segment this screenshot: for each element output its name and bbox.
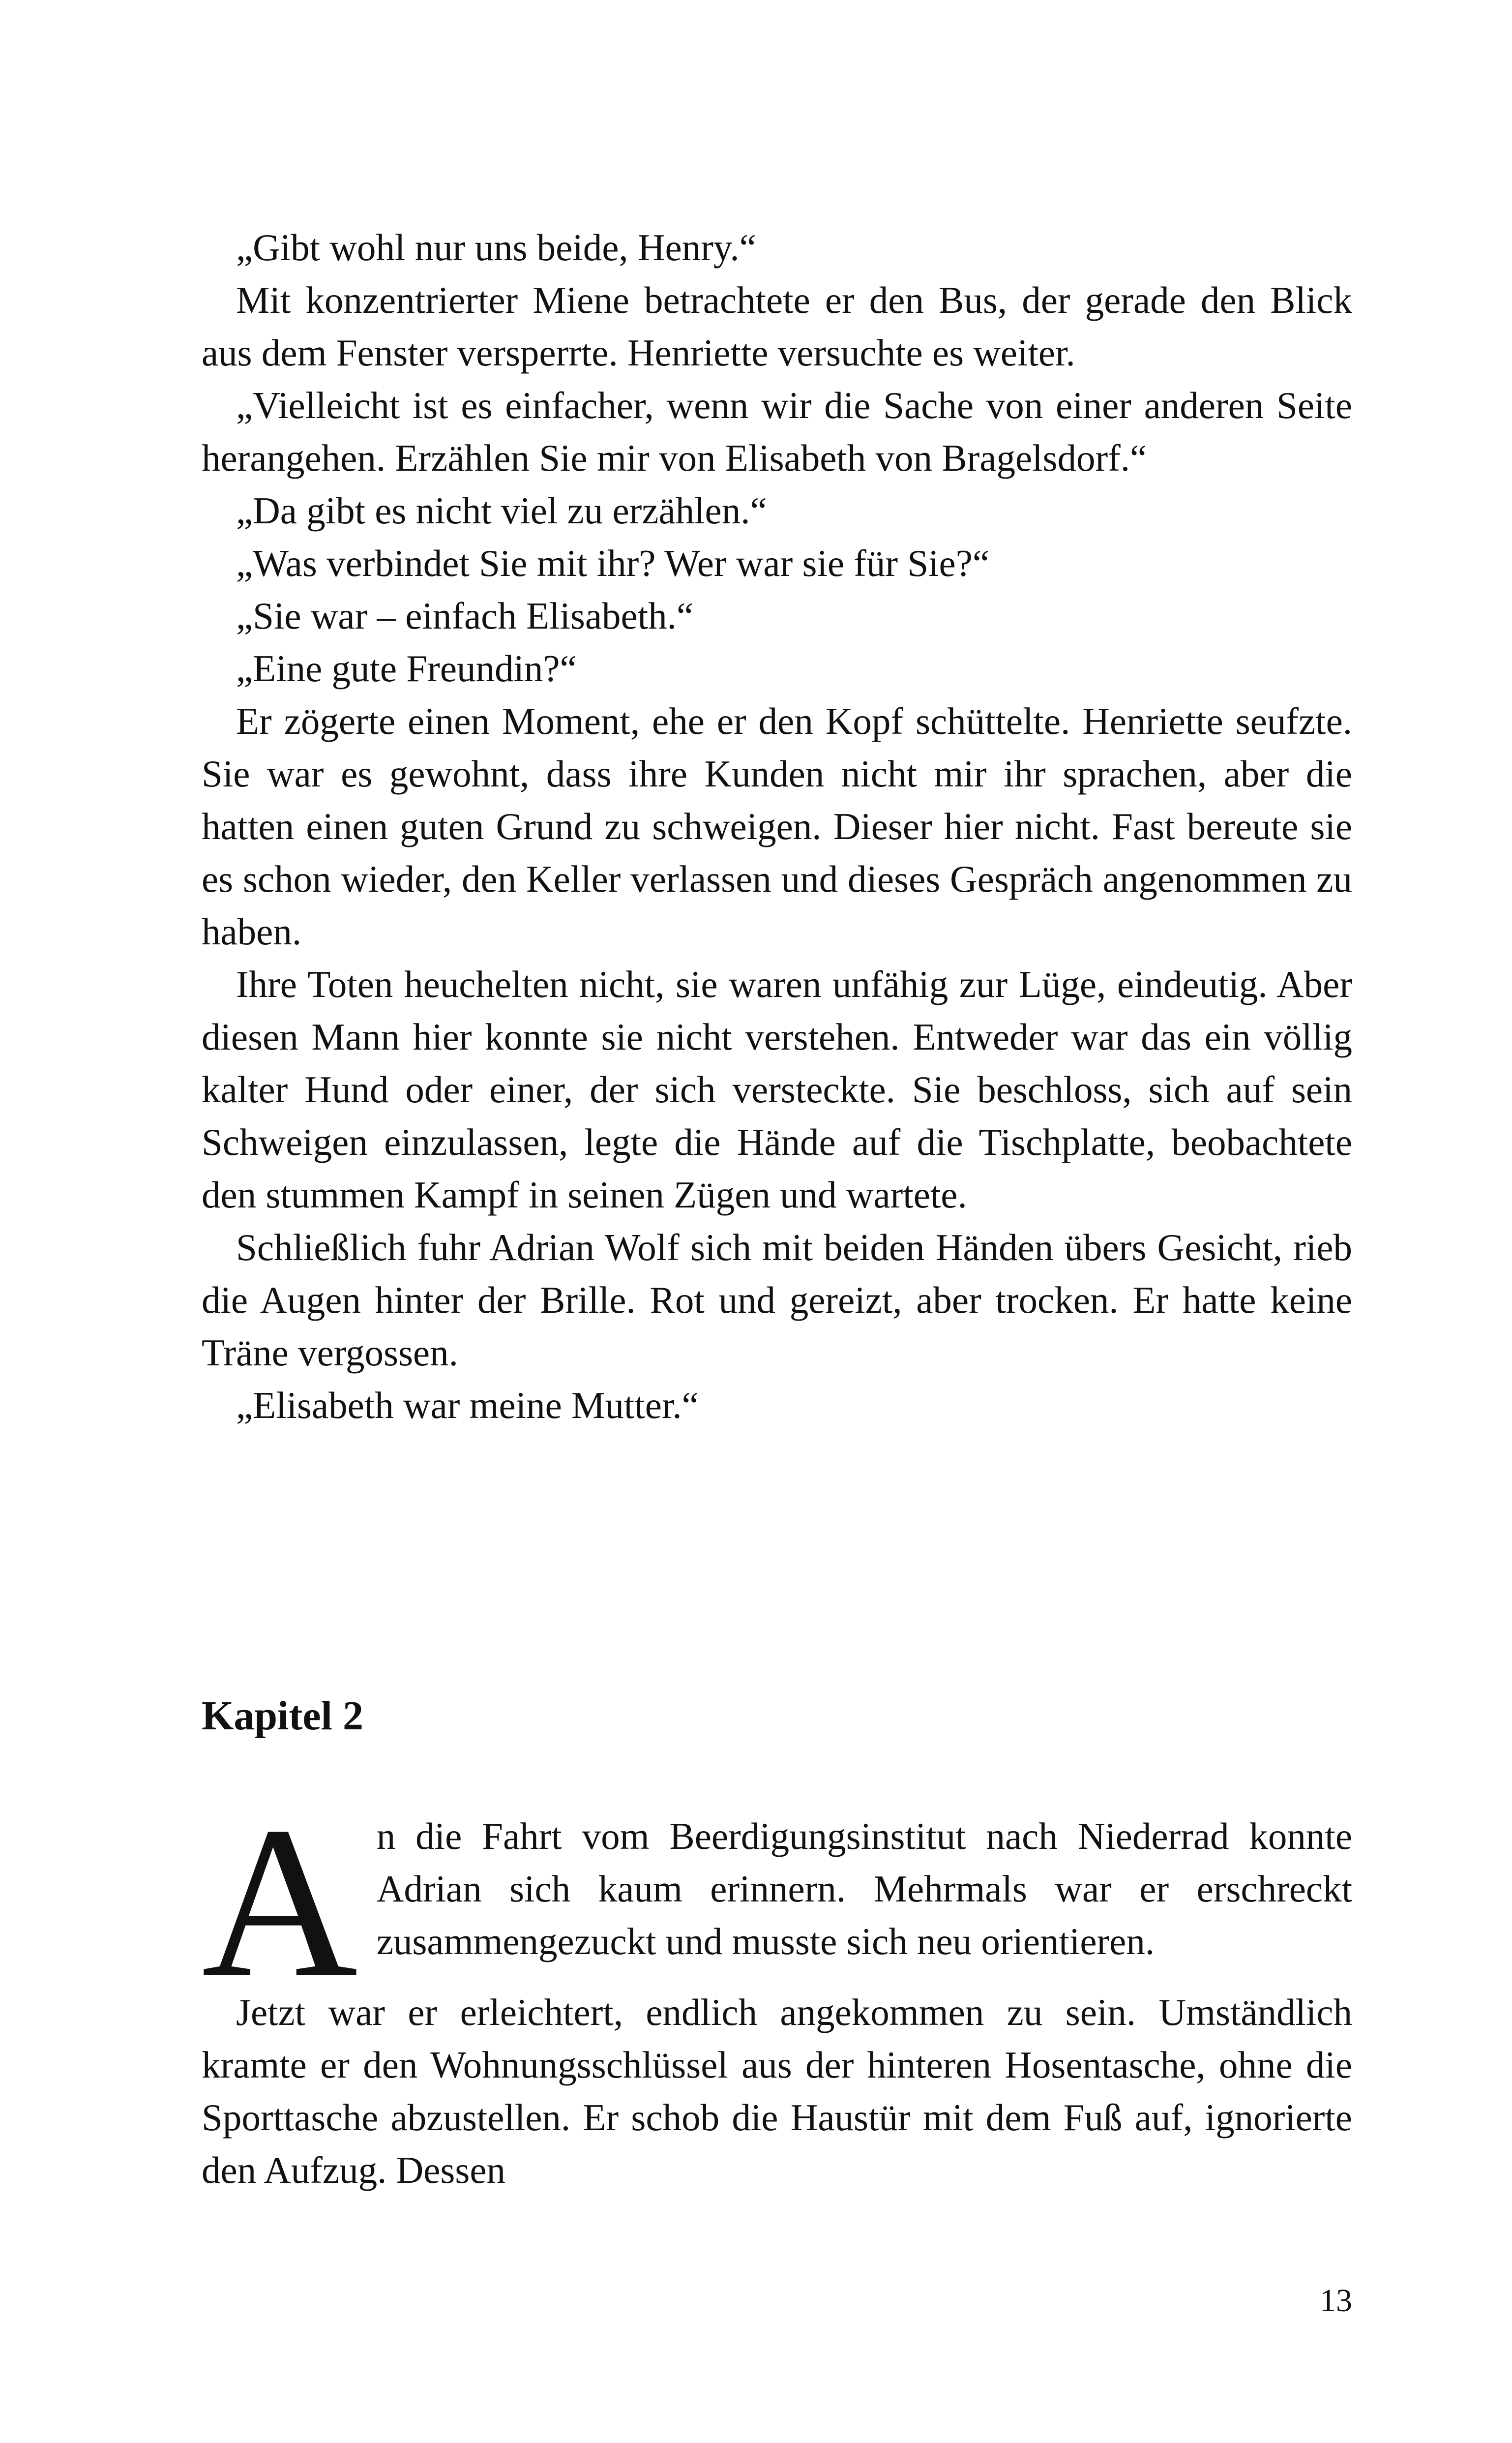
text-column <box>202 221 1352 1432</box>
page-number: 13 <box>1320 2283 1352 2319</box>
paragraph: „Gibt wohl nur uns beide, Henry.“ <box>236 226 756 269</box>
chapter-opening <box>202 1782 1352 2197</box>
chapter-second-paragraph: Jetzt war er erleichtert, endlich angekommen zu sein. Umständlich kramte er den Wohnungsschlüssel aus der hinteren Hosentasche, ohne die Sporttasche abzustellen. Er schob die Haustür mit dem Fuß auf, ignorierte den Aufzug. Dessen <box>202 1991 1352 2191</box>
chapter-first-paragraph <box>202 1782 1352 2022</box>
drop-cap: A <box>202 1782 358 2022</box>
paragraph: „Da gibt es nicht viel zu erzählen.“ <box>236 489 767 532</box>
paragraph: Er zögerte einen Moment, ehe er den Kopf schüttelte. Henriette seufzte. Sie war es gewohnt, dass ihre Kunden nicht mir ihr sprachen, aber die hatten einen guten Grund zu schweigen. Dieser hier nicht. Fast bereute sie es schon wieder, den Keller verlassen und dieses Gespräch angenommen zu haben. <box>202 700 1352 953</box>
paragraph: „Eine gute Freundin?“ <box>236 647 577 690</box>
paragraph: „Elisabeth war meine Mutter.“ <box>236 1384 699 1426</box>
chapter-first-paragraph-text: n die Fahrt vom Beerdigungsinstitut nach Niederrad konnte Adrian sich kaum erinnern. Mehrmals war er erschreckt zusammengezuckt und musste sich neu orientieren. <box>376 1815 1352 1962</box>
chapter-title: Kapitel 2 <box>202 1693 363 1739</box>
paragraph: Mit konzentrierter Miene betrachtete er den Bus, der gerade den Blick aus dem Fenster versperrte. Henriette versuchte es weiter. <box>202 279 1352 374</box>
paragraph: Schließlich fuhr Adrian Wolf sich mit beiden Händen übers Gesicht, rieb die Augen hinter der Brille. Rot und gereizt, aber trocken. Er hatte keine Träne vergossen. <box>202 1226 1352 1374</box>
paragraph: „Vielleicht ist es einfacher, wenn wir die Sache von einer anderen Seite herangehen. Erzählen Sie mir von Elisabeth von Bragelsdorf.“ <box>202 384 1352 479</box>
paragraph: Ihre Toten heuchelten nicht, sie waren unfähig zur Lüge, eindeutig. Aber diesen Mann hier konnte sie nicht verstehen. Entweder war das ein völlig kalter Hund oder einer, der sich versteckte. Sie beschloss, sich auf sein Schweigen einzulassen, legte die Hände auf die Tischplatte, beobachtete den stummen Kampf in seinen Zügen und wartete. <box>202 963 1352 1216</box>
paragraph: „Was verbindet Sie mit ihr? Wer war sie für Sie?“ <box>236 542 990 584</box>
paragraph: „Sie war – einfach Elisabeth.“ <box>236 595 694 637</box>
